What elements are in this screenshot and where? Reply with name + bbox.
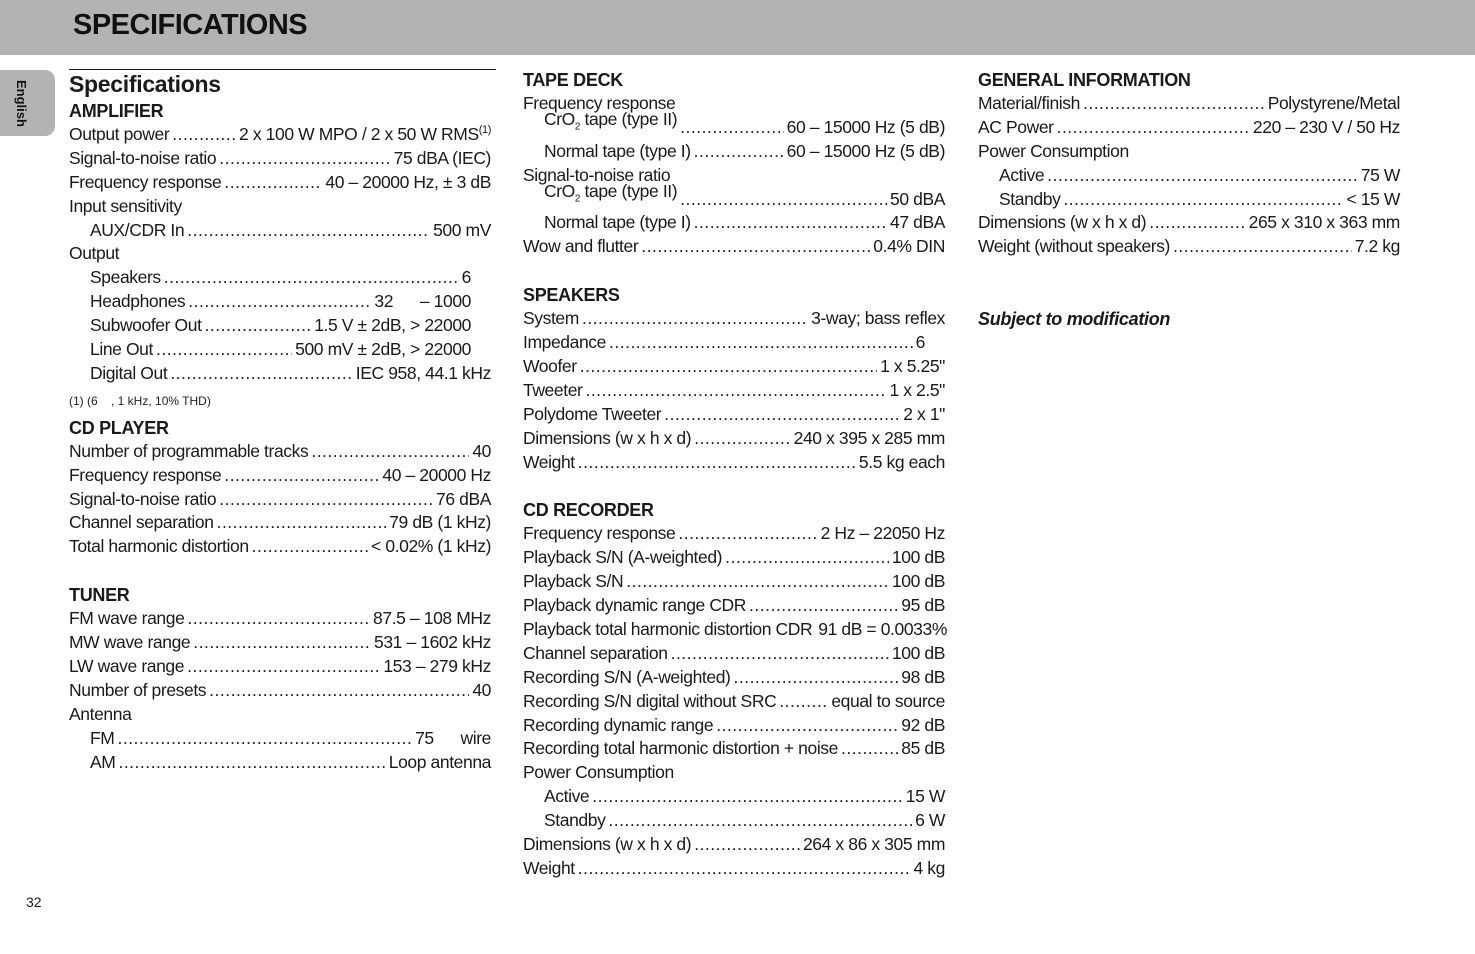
spec-label: Standby [544, 810, 606, 831]
spec-label: Normal tape (type I) [544, 140, 691, 161]
spec-row [69, 219, 491, 243]
spec-value: 79 dB (1 kHz) [389, 512, 491, 533]
spec-value: 32 – 1000 [374, 291, 471, 312]
spec-label: Total harmonic distortion [69, 536, 249, 557]
spec-row [69, 535, 491, 559]
spec-value: 265 x 310 x 363 mm [1248, 212, 1400, 233]
spec-value: 3-way; bass reflex [811, 308, 945, 329]
spec-label: AC Power [978, 116, 1054, 137]
spec-label: CrO$_2$ tape (type II) [544, 181, 678, 205]
spec-value: 76 dBA [435, 488, 491, 509]
spec-label: Woofer [523, 356, 577, 376]
spec-value: Loop antenna [388, 751, 491, 772]
spec-value: 7.2 kg [1354, 236, 1400, 257]
spec-row [523, 211, 945, 235]
spec-row [523, 451, 945, 475]
spec-value: 60 – 15000 Hz (5 dB) [786, 140, 945, 161]
spec-value: 95 dB [901, 595, 945, 616]
spec-label: Playback S/N [523, 571, 624, 592]
spec-row [523, 403, 945, 427]
spec-row [69, 440, 491, 464]
spec-value: 87.5 – 108 MHz [373, 608, 491, 629]
spec-value: 40 – 20000 Hz [382, 464, 491, 485]
spec-row [523, 618, 945, 642]
spec-value: equal to source [831, 690, 945, 711]
language-tab-label: English [14, 80, 29, 127]
spec-row [69, 314, 491, 338]
spec-row [523, 140, 945, 164]
spec-value: 100 dB [891, 571, 945, 592]
spec-label: Playback total harmonic distortion CDR [523, 619, 813, 640]
spec-row [523, 714, 945, 738]
spec-row [523, 737, 945, 761]
spec-label: Line Out [90, 339, 153, 359]
spec-value: IEC 958, 44.1 kHz [355, 362, 491, 383]
spec-row [523, 690, 945, 714]
spec-row [69, 727, 491, 751]
column-left [69, 68, 491, 774]
spec-value: 75 W [1360, 164, 1400, 185]
spec-label: Recording total harmonic distortion + noise [523, 738, 838, 759]
spec-value: < 15 W [1346, 188, 1400, 209]
spec-value: 75 wire [415, 727, 491, 748]
spec-row [523, 307, 945, 331]
spec-row [978, 188, 1400, 212]
cd-player-title: CD PLAYER [69, 417, 169, 438]
spec-group-heading: Signal-to-noise ratio [523, 164, 671, 185]
spec-row [523, 546, 945, 570]
spec-row [69, 488, 491, 512]
spec-row [523, 809, 945, 833]
spec-row [523, 857, 945, 881]
spec-label: Recording S/N digital without SRC [523, 690, 777, 711]
spec-row [69, 147, 491, 171]
spec-label: Playback dynamic range CDR [523, 595, 747, 616]
spec-label: Signal-to-noise ratio [69, 488, 217, 509]
spec-value: 1 x 2.5" [889, 379, 945, 400]
spec-row [523, 785, 945, 809]
spec-label: Material/finish [978, 92, 1080, 113]
spec-value: 60 – 15000 Hz (5 dB) [786, 116, 945, 137]
spec-value: 40 [472, 679, 491, 700]
spec-value: 0.4% DIN [873, 236, 945, 257]
spec-label: Subwoofer Out [90, 315, 202, 336]
spec-row [69, 290, 491, 314]
spec-value: 531 – 1602 kHz [374, 632, 491, 653]
speakers-title: SPEAKERS [523, 285, 620, 306]
spec-row [523, 522, 945, 546]
spec-value: 4 kg [913, 857, 945, 878]
spec-row [69, 751, 491, 775]
footnote: (1) (6 , 1 kHz, 10% THD) [69, 393, 211, 408]
spec-row-output-power [69, 123, 491, 147]
spec-value: 91 dB = 0.0033% [818, 619, 947, 640]
spec-row [978, 211, 1400, 235]
spec-label: Frequency response [69, 464, 222, 485]
spec-label: Channel separation [69, 512, 214, 533]
spec-label: Headphones [90, 291, 186, 312]
spec-label: FM wave range [69, 608, 185, 629]
general-info-title: GENERAL INFORMATION [978, 70, 1191, 90]
spec-value: 6 [461, 267, 471, 288]
spec-label: Wow and flutter [523, 236, 639, 257]
spec-group-heading: Antenna [69, 703, 132, 724]
spec-label: Standby [999, 188, 1061, 209]
spec-label: Dimensions (w x h x d) [523, 427, 692, 448]
spec-row [523, 181, 945, 212]
spec-label: Frequency response [523, 523, 676, 544]
spec-row [69, 655, 491, 679]
spec-value: 500 mV [433, 219, 491, 240]
spec-row [523, 109, 945, 140]
spec-row [523, 833, 945, 857]
section-subtitle: Specifications [69, 71, 221, 97]
spec-value: 50 dBA [889, 188, 945, 209]
spec-value: 2 Hz – 22050 Hz [820, 523, 945, 544]
spec-label: LW wave range [69, 656, 185, 677]
spec-label: FM [90, 727, 115, 748]
spec-row [69, 679, 491, 703]
spec-value: 6 W [915, 810, 945, 831]
spec-value: 47 dBA [889, 212, 945, 233]
spec-row [523, 379, 945, 403]
spec-value: 5.5 kg each [858, 451, 945, 472]
spec-row [978, 116, 1400, 140]
spec-label: AUX/CDR In [90, 219, 185, 240]
spec-row [978, 235, 1400, 259]
spec-value: Polystyrene/Metal [1267, 92, 1400, 113]
spec-row [523, 355, 945, 379]
spec-value: 100 dB [891, 547, 945, 568]
spec-label: CrO$_2$ tape (type II) [544, 109, 678, 133]
spec-label: Dimensions (w x h x d) [978, 212, 1147, 233]
spec-value: 220 – 230 V / 50 Hz [1252, 116, 1400, 137]
spec-group-heading: Output [69, 243, 120, 264]
spec-row [523, 235, 945, 259]
spec-label: Number of programmable tracks [69, 440, 309, 461]
spec-value: 92 dB [901, 714, 945, 735]
spec-row [523, 642, 945, 666]
spec-value: 153 – 279 kHz [383, 656, 491, 677]
spec-label: Tweeter [523, 379, 583, 400]
spec-group-heading: Frequency response [523, 92, 676, 113]
spec-value: 15 W [905, 786, 945, 807]
spec-label: Normal tape (type I) [544, 212, 691, 233]
cd-recorder-title: CD RECORDER [523, 500, 654, 521]
spec-row [69, 338, 491, 362]
spec-label: Active [544, 786, 590, 807]
spec-value: 500 mV ± 2dB, > 22000 [295, 339, 471, 359]
tape-deck-title: TAPE DECK [523, 70, 623, 90]
spec-value: 1 x 5.25" [880, 356, 945, 376]
spec-value: 1.5 V ± 2dB, > 22000 [314, 315, 471, 336]
spec-value: 75 dBA (IEC) [393, 147, 491, 168]
spec-label: Polydome Tweeter [523, 403, 662, 424]
spec-row [69, 171, 491, 195]
page-number: 32 [26, 894, 42, 910]
spec-row [523, 594, 945, 618]
spec-row [978, 92, 1400, 116]
spec-value: 2 x 1" [903, 403, 945, 424]
spec-group-heading: Power Consumption [523, 762, 674, 783]
spec-label: Digital Out [90, 362, 168, 383]
column-right [978, 68, 1400, 331]
spec-label: System [523, 308, 579, 329]
spec-value: 2 x 100 W MPO / 2 x 50 W RMS$^{(1)}$ [239, 123, 491, 144]
spec-label: Recording S/N (A-weighted) [523, 666, 731, 687]
spec-row [523, 666, 945, 690]
spec-label: Frequency response [69, 171, 222, 192]
spec-label: Dimensions (w x h x d) [523, 834, 692, 855]
spec-value: 264 x 86 x 305 mm [802, 834, 945, 855]
spec-label: Weight [523, 451, 575, 472]
column-middle [523, 68, 945, 881]
spec-label: Recording dynamic range [523, 714, 714, 735]
spec-value: 240 x 395 x 285 mm [793, 427, 945, 448]
spec-row [69, 607, 491, 631]
spec-label: Speakers [90, 267, 161, 288]
spec-row [69, 362, 491, 386]
spec-row [523, 331, 945, 355]
spec-value: < 0.02% (1 kHz) [371, 536, 491, 557]
spec-value: 85 dB [901, 738, 945, 759]
spec-label: MW wave range [69, 632, 191, 653]
spec-value: 40 [472, 440, 491, 461]
footnote-ref: (1) [478, 124, 491, 137]
spec-value: 100 dB [891, 642, 945, 663]
amplifier-title: AMPLIFIER [69, 101, 164, 121]
spec-label: Weight (without speakers) [978, 236, 1170, 257]
spec-row [978, 164, 1400, 188]
spec-label: Signal-to-noise ratio [69, 147, 217, 168]
spec-row [69, 511, 491, 535]
spec-label: Active [999, 164, 1045, 185]
tuner-title: TUNER [69, 585, 130, 606]
spec-row [69, 266, 491, 290]
spec-row [523, 570, 945, 594]
spec-label: Number of presets [69, 679, 207, 700]
spec-row [69, 464, 491, 488]
spec-row [69, 631, 491, 655]
modification-note: Subject to modification [978, 309, 1171, 330]
spec-label: Channel separation [523, 642, 668, 663]
spec-value: 6 [915, 332, 925, 353]
page-title: SPECIFICATIONS [73, 9, 308, 41]
spec-label: Weight [523, 857, 575, 878]
spec-value: 40 – 20000 Hz, ± 3 dB [325, 171, 491, 192]
spec-label: Playback S/N (A-weighted) [523, 547, 723, 568]
spec-label: Impedance [523, 332, 606, 353]
spec-value: 98 dB [901, 666, 945, 687]
spec-label: Output power [69, 123, 170, 144]
spec-group-heading: Power Consumption [978, 140, 1129, 161]
spec-group-heading: Input sensitivity [69, 195, 182, 216]
spec-label: AM [90, 751, 116, 772]
spec-row [523, 427, 945, 451]
